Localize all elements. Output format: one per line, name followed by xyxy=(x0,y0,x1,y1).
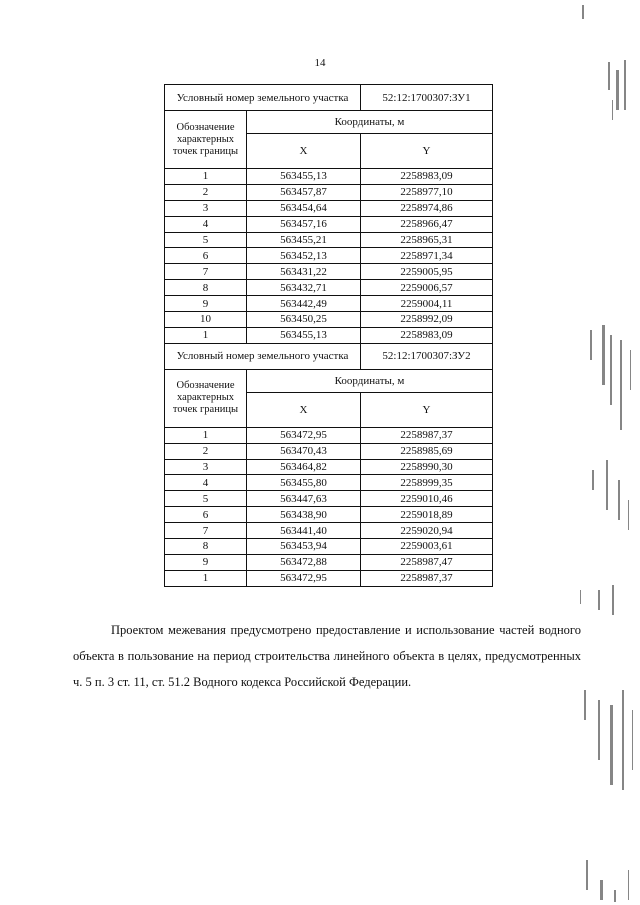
x-cell: 563452,13 xyxy=(247,248,361,264)
parcel-label: Условный номер земельного участка xyxy=(165,85,361,111)
y-cell: 2259010,46 xyxy=(361,491,493,507)
parcel-number: 52:12:1700307:ЗУ1 xyxy=(361,85,493,111)
x-cell: 563472,95 xyxy=(247,570,361,586)
parcel-header-row xyxy=(165,85,493,111)
scan-mark xyxy=(632,710,633,770)
table-row xyxy=(165,523,493,539)
scan-mark xyxy=(600,880,603,900)
coords-header-row xyxy=(165,369,493,392)
scan-mark xyxy=(624,60,626,110)
x-cell: 563455,21 xyxy=(247,232,361,248)
scan-mark xyxy=(628,500,629,530)
x-cell: 563455,13 xyxy=(247,327,361,343)
x-cell: 563438,90 xyxy=(247,507,361,523)
parcel-header-row xyxy=(165,343,493,369)
x-cell: 563455,13 xyxy=(247,169,361,185)
x-cell: 563472,88 xyxy=(247,554,361,570)
point-cell: 4 xyxy=(165,475,247,491)
table-row xyxy=(165,327,493,343)
y-cell: 2258990,30 xyxy=(361,459,493,475)
scan-mark xyxy=(630,350,631,390)
y-cell: 2258983,09 xyxy=(361,327,493,343)
scan-mark xyxy=(610,705,613,785)
y-cell: 2259018,89 xyxy=(361,507,493,523)
scan-mark xyxy=(616,70,619,110)
point-cell: 1 xyxy=(165,570,247,586)
point-cell: 1 xyxy=(165,427,247,443)
table-row xyxy=(165,280,493,296)
table-row xyxy=(165,554,493,570)
table-row xyxy=(165,491,493,507)
point-cell: 3 xyxy=(165,200,247,216)
coordinates-header: Координаты, м xyxy=(247,111,493,134)
x-cell: 563450,25 xyxy=(247,312,361,328)
y-cell: 2258987,47 xyxy=(361,554,493,570)
point-designation-header: Обозначение характерных точек границы xyxy=(165,111,247,169)
y-cell: 2258974,86 xyxy=(361,200,493,216)
point-cell: 2 xyxy=(165,443,247,459)
point-cell: 10 xyxy=(165,312,247,328)
scan-mark xyxy=(590,330,592,360)
parcel-label: Условный номер земельного участка xyxy=(165,343,361,369)
table-row xyxy=(165,459,493,475)
point-cell: 3 xyxy=(165,459,247,475)
x-header: X xyxy=(247,134,361,169)
x-cell: 563472,95 xyxy=(247,427,361,443)
x-cell: 563432,71 xyxy=(247,280,361,296)
table-row xyxy=(165,570,493,586)
point-designation-header: Обозначение характерных точек границы xyxy=(165,369,247,427)
scan-mark xyxy=(598,700,600,760)
table-row xyxy=(165,443,493,459)
y-header: Y xyxy=(361,134,493,169)
scan-mark xyxy=(620,340,622,430)
y-cell: 2259005,95 xyxy=(361,264,493,280)
point-cell: 2 xyxy=(165,184,247,200)
scan-mark xyxy=(614,890,616,902)
scan-mark xyxy=(602,325,605,385)
y-cell: 2258977,10 xyxy=(361,184,493,200)
table-row xyxy=(165,200,493,216)
x-cell: 563455,80 xyxy=(247,475,361,491)
y-cell: 2258999,35 xyxy=(361,475,493,491)
table-row xyxy=(165,232,493,248)
y-cell: 2258985,69 xyxy=(361,443,493,459)
scan-mark xyxy=(612,100,613,120)
x-cell: 563453,94 xyxy=(247,539,361,555)
scan-mark xyxy=(598,590,600,610)
point-cell: 5 xyxy=(165,232,247,248)
point-cell: 8 xyxy=(165,280,247,296)
scan-mark xyxy=(580,590,581,604)
point-cell: 1 xyxy=(165,169,247,185)
x-header: X xyxy=(247,392,361,427)
y-cell: 2258966,47 xyxy=(361,216,493,232)
x-cell: 563457,87 xyxy=(247,184,361,200)
point-cell: 6 xyxy=(165,507,247,523)
scan-edge-artifacts xyxy=(572,0,640,905)
y-cell: 2258983,09 xyxy=(361,169,493,185)
x-cell: 563441,40 xyxy=(247,523,361,539)
scan-mark xyxy=(608,62,610,90)
scan-mark xyxy=(606,460,608,510)
point-cell: 7 xyxy=(165,264,247,280)
point-cell: 7 xyxy=(165,523,247,539)
x-cell: 563454,64 xyxy=(247,200,361,216)
y-cell: 2258965,31 xyxy=(361,232,493,248)
scan-mark xyxy=(586,860,588,890)
x-cell: 563442,49 xyxy=(247,296,361,312)
table-row xyxy=(165,296,493,312)
table-row xyxy=(165,169,493,185)
point-cell: 5 xyxy=(165,491,247,507)
x-cell: 563457,16 xyxy=(247,216,361,232)
scan-mark xyxy=(628,870,629,900)
table-row xyxy=(165,216,493,232)
table-row xyxy=(165,184,493,200)
table-row xyxy=(165,475,493,491)
table-row xyxy=(165,539,493,555)
point-cell: 9 xyxy=(165,296,247,312)
y-cell: 2259006,57 xyxy=(361,280,493,296)
coordinates-header: Координаты, м xyxy=(247,369,493,392)
page-number: 14 xyxy=(314,57,326,69)
table-row xyxy=(165,312,493,328)
coordinates-table-body xyxy=(165,85,493,587)
point-cell: 8 xyxy=(165,539,247,555)
scan-mark xyxy=(582,5,584,19)
table-row xyxy=(165,427,493,443)
y-cell: 2258992,09 xyxy=(361,312,493,328)
x-cell: 563464,82 xyxy=(247,459,361,475)
scan-mark xyxy=(622,690,624,790)
x-cell: 563470,43 xyxy=(247,443,361,459)
scan-mark xyxy=(592,470,594,490)
parcel-number: 52:12:1700307:ЗУ2 xyxy=(361,343,493,369)
body-paragraph: Проектом межевания предусмотрено предоставление и использование частей водного объекта в пользование на период строительства линейного объекта в целях, предусмотренных ч. 5 п. 3 ст. 11, ст. 51.2 Водного кодекса Российской Федерации. xyxy=(73,623,581,689)
point-cell: 6 xyxy=(165,248,247,264)
point-cell: 1 xyxy=(165,327,247,343)
table-row xyxy=(165,248,493,264)
coords-header-row xyxy=(165,111,493,134)
scan-mark xyxy=(584,690,586,720)
x-cell: 563447,63 xyxy=(247,491,361,507)
table-row xyxy=(165,507,493,523)
scan-mark xyxy=(612,585,614,615)
point-cell: 4 xyxy=(165,216,247,232)
y-cell: 2258971,34 xyxy=(361,248,493,264)
y-cell: 2258987,37 xyxy=(361,570,493,586)
point-cell: 9 xyxy=(165,554,247,570)
table-row xyxy=(165,264,493,280)
y-header: Y xyxy=(361,392,493,427)
y-cell: 2259020,94 xyxy=(361,523,493,539)
scan-mark xyxy=(610,335,612,405)
x-cell: 563431,22 xyxy=(247,264,361,280)
scan-mark xyxy=(618,480,620,520)
y-cell: 2259003,61 xyxy=(361,539,493,555)
y-cell: 2259004,11 xyxy=(361,296,493,312)
coordinates-table xyxy=(164,84,493,587)
y-cell: 2258987,37 xyxy=(361,427,493,443)
